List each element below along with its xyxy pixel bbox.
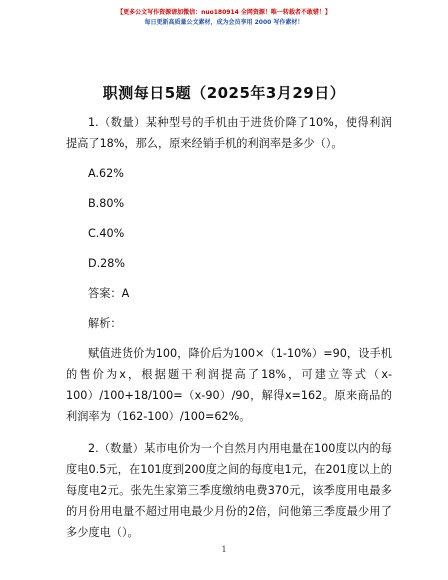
question-1-stem: 1.（数量）某种型号的手机由于进货价降了10%，使得利润提高了18%，那么，原来经销手机的利润率是多少（）。	[66, 116, 392, 150]
page-number: 1	[221, 545, 227, 554]
analysis-label: 解析：	[88, 317, 122, 330]
analysis-text: 赋值进货价为100，降价后为100×（1-10%）=90，设手机的售价为x，根据题干利润提高了18%，可建立等式（x-100）/100+18/100=（x-90）/90，解得x=162。原来商品的利润率为（162-100）/100=62%。	[66, 347, 392, 423]
question-2-stem: 2.（数量）某市电价为一个自然月内用电量在100度以内的每度电0.5元，在101度到200度之间的每度电1元，在201度以上的每度电2元。张先生家第三季度缴纳电费370元，该季度用电最多的月份用电量不超过用电最少月份的2倍，问他第三季度最少用了多少度电（）。	[66, 442, 392, 539]
answer-line: 答案：A	[88, 287, 130, 300]
option-c: C.40%	[88, 227, 125, 240]
option-b: B.80%	[88, 197, 125, 210]
option-d: D.28%	[88, 257, 126, 270]
banner-line-update: 每日更新高质量公文素材，成为会员享用 2000 写作素材！	[144, 19, 304, 26]
page-title: 职测每日5题（2025年3月29日）	[102, 84, 346, 102]
option-a: A.62%	[88, 167, 124, 180]
header-banner	[0, 8, 448, 28]
document-body	[66, 112, 392, 543]
banner-line-promo: 【更多公文写作资源请加微信：nuo180914 全网资源！唯一转载者不敢错！】	[117, 9, 331, 16]
